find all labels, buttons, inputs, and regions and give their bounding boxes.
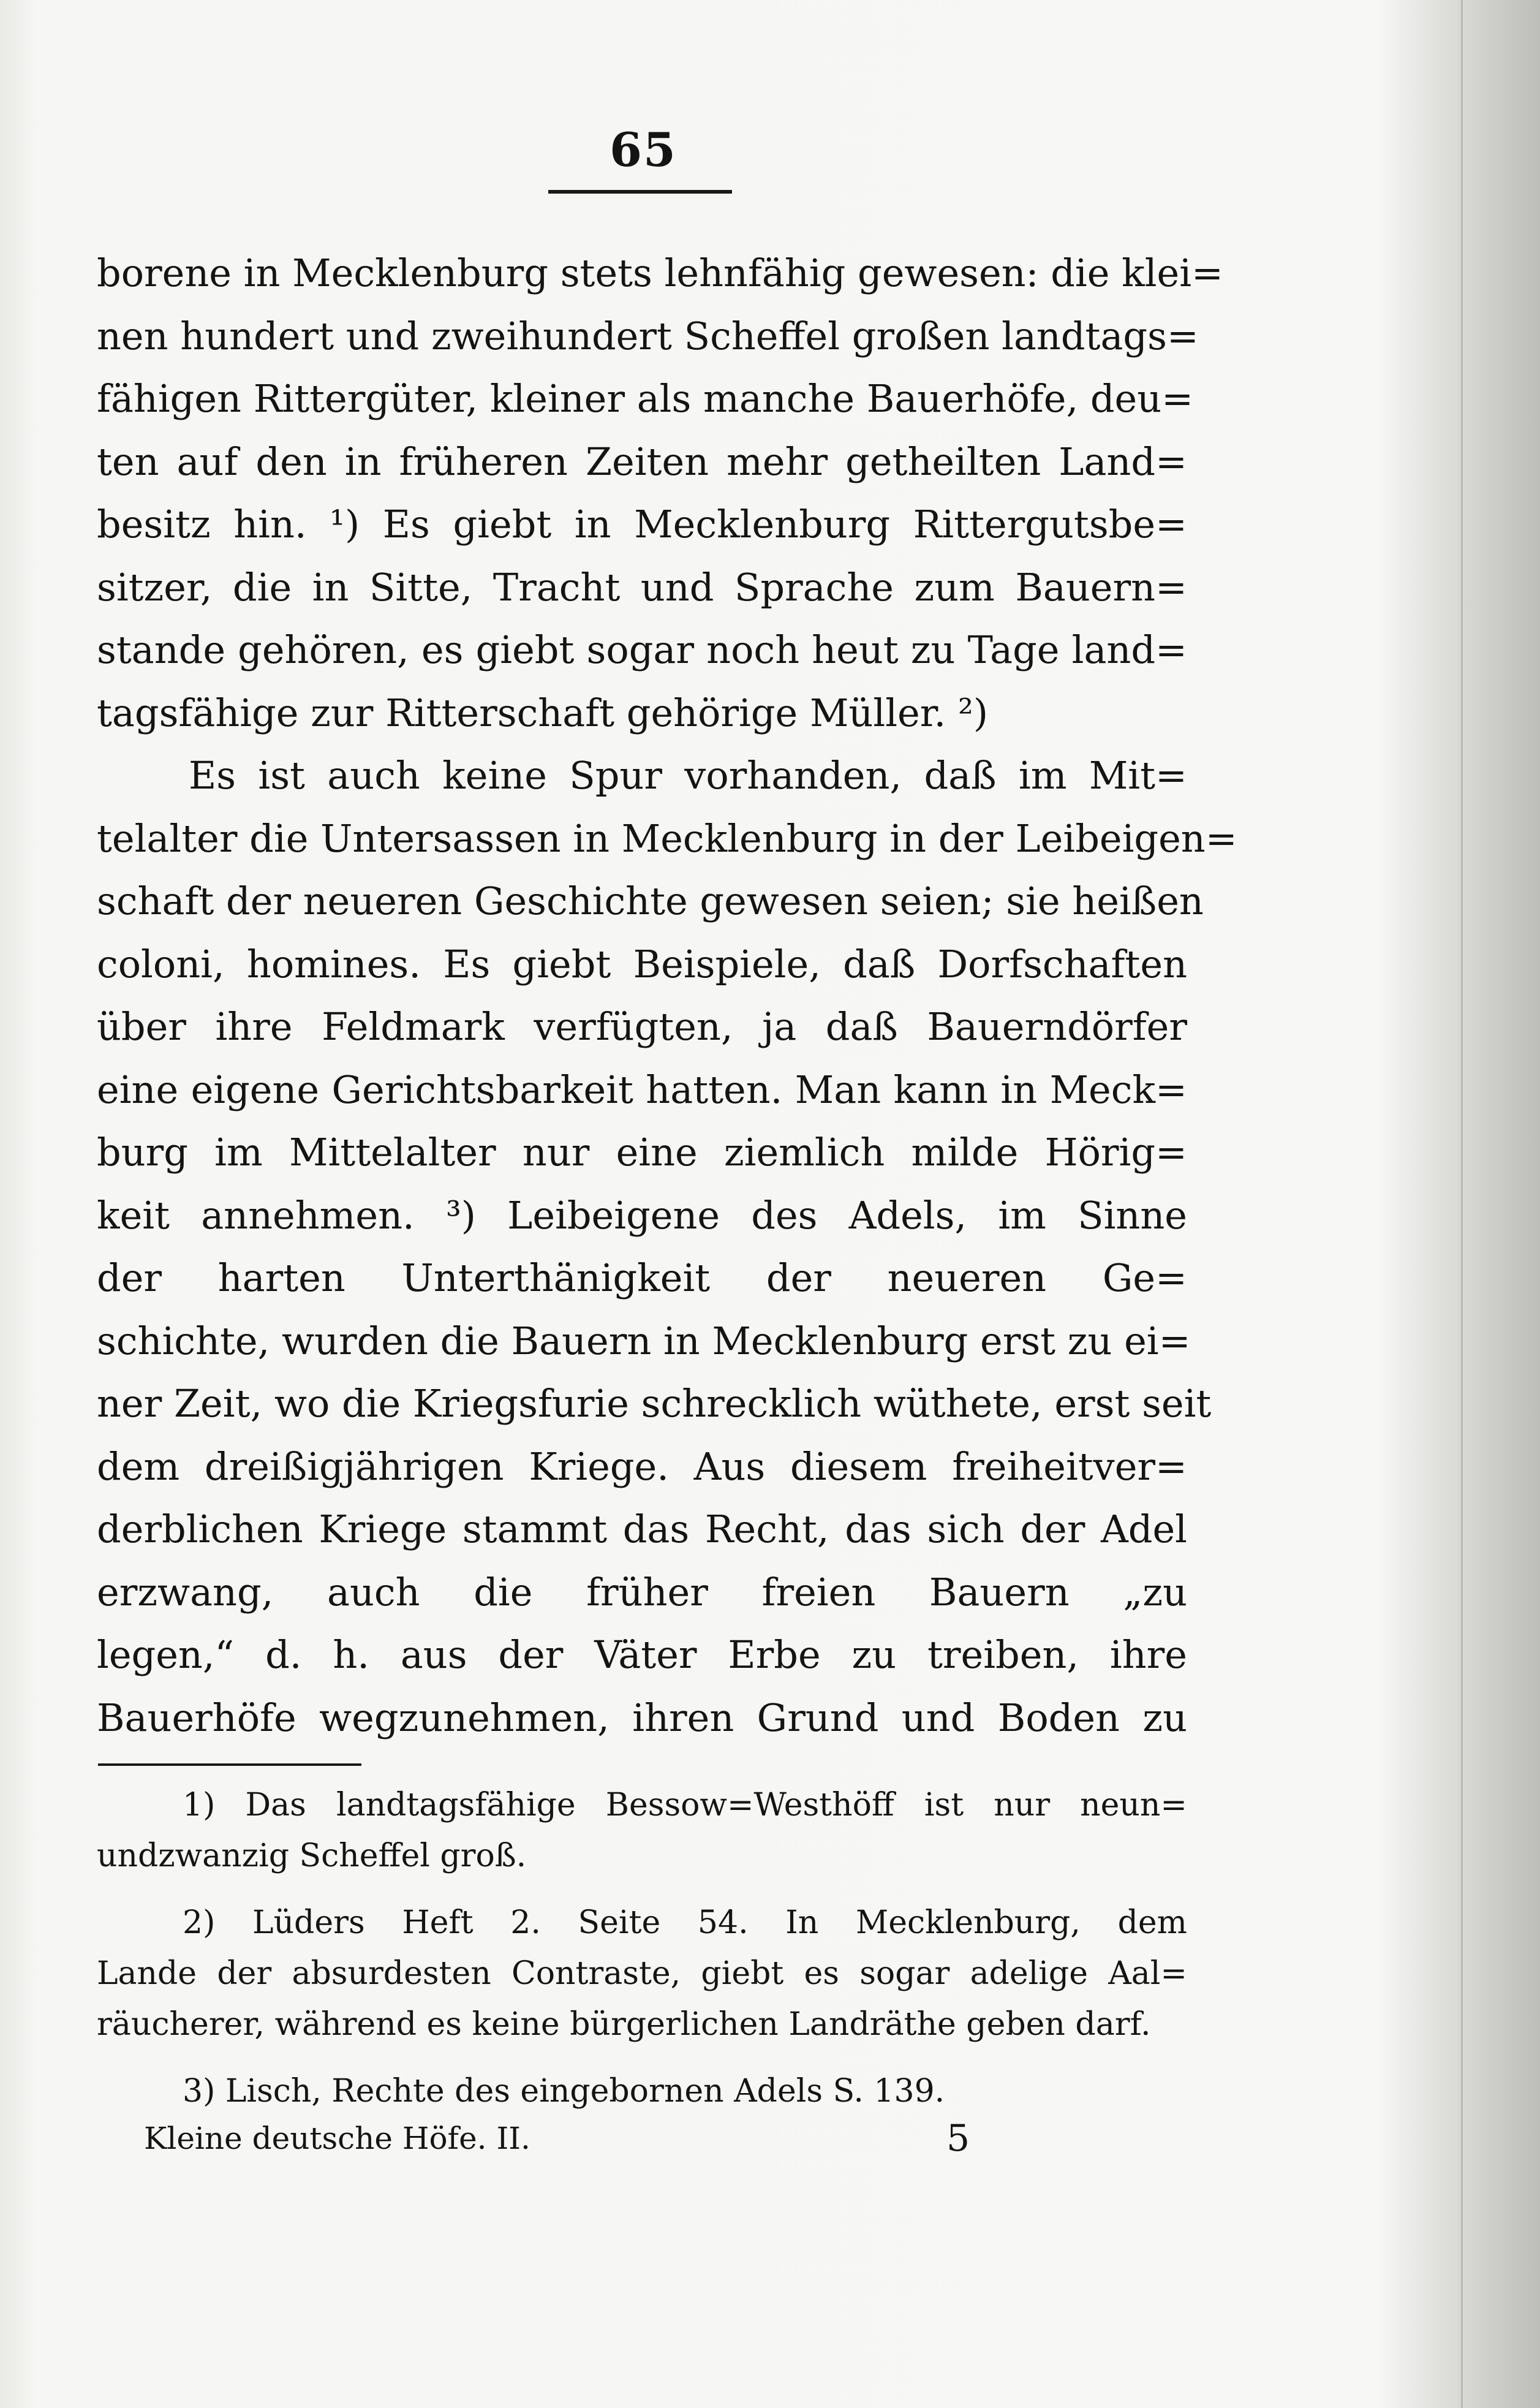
main-text bbox=[97, 242, 1237, 1749]
sheet-number: 5 bbox=[946, 2117, 970, 2160]
signature-line bbox=[144, 2111, 1185, 2166]
footnote-2-line-3: räucherer, während es keine bürgerlichen Landräthe geben darf. bbox=[97, 2006, 1151, 2043]
text-line: tagsfähige zur Ritterschaft gehörige Müller. ²) bbox=[97, 690, 989, 735]
footnote-1-line-2: undzwanzig Scheffel groß. bbox=[97, 1838, 527, 1874]
text-line: nen hundert und zweihundert Scheffel großen landtags= bbox=[97, 313, 1199, 358]
page-number-rule bbox=[548, 190, 732, 194]
text-line: borene in Mecklenburg stets lehnfähig gewesen: die klei= bbox=[97, 251, 1223, 295]
text-line: Es ist auch keine Spur vorhanden, daß im Mit= bbox=[189, 753, 1187, 798]
text-line: stande gehören, es giebt sogar noch heut zu Tage land= bbox=[97, 627, 1187, 672]
text-line: erzwang, auch die früher freien Bauern „zu bbox=[97, 1569, 1187, 1615]
page-number: 65 bbox=[610, 123, 677, 177]
footnote-3: 3) Lisch, Rechte des eingebornen Adels S. 139. bbox=[183, 2073, 945, 2110]
footnote-separator bbox=[98, 1763, 361, 1766]
text-line: schaft der neueren Geschichte gewesen seien; sie heißen bbox=[97, 879, 1204, 923]
binding-edge bbox=[1461, 0, 1463, 2408]
text-line: coloni, homines. Es giebt Beispiele, daß Dorfschaften bbox=[97, 941, 1187, 986]
text-line: telalter die Untersassen in Mecklenburg in der Leibeigen= bbox=[97, 816, 1237, 861]
text-line: schichte, wurden die Bauern in Mecklenburg erst zu ei= bbox=[97, 1318, 1191, 1363]
text-line: dem dreißigjährigen Kriege. Aus diesem freiheitver= bbox=[97, 1444, 1187, 1489]
footnote-2-line-2: Lande der absurdesten Contraste, giebt es sogar adelige Aal= bbox=[97, 1955, 1187, 1992]
text-line: Bauerhöfe wegzunehmen, ihren Grund und Boden zu bbox=[97, 1695, 1187, 1740]
footnote-1-line-1: 1) Das landtagsfähige Bessow=Westhöff ist nur neun= bbox=[183, 1787, 1187, 1823]
signature-title: Kleine deutsche Höfe. II. bbox=[144, 2121, 530, 2156]
text-line: derblichen Kriege stammt das Recht, das sich der Adel bbox=[97, 1507, 1187, 1551]
text-line: keit annehmen. ³) Leibeigene des Adels, im Sinne bbox=[97, 1192, 1187, 1238]
text-line: sitzer, die in Sitte, Tracht und Sprache zum Bauern= bbox=[97, 564, 1187, 610]
text-line: fähigen Rittergüter, kleiner als manche Bauerhöfe, deu= bbox=[97, 376, 1194, 421]
text-line: burg im Mittelalter nur eine ziemlich milde Hörig= bbox=[97, 1130, 1187, 1175]
text-line: der harten Unterthänigkeit der neueren Ge= bbox=[97, 1255, 1187, 1300]
text-line: über ihre Feldmark verfügten, ja daß Bauerndörfer bbox=[97, 1004, 1187, 1049]
text-line: legen,“ d. h. aus der Väter Erbe zu treiben, ihre bbox=[97, 1632, 1187, 1677]
footnote-2-line-1: 2) Lüders Heft 2. Seite 54. In Mecklenburg, dem bbox=[183, 1904, 1187, 1941]
text-line: ten auf den in früheren Zeiten mehr getheilten Land= bbox=[97, 439, 1187, 484]
text-line: ner Zeit, wo die Kriegsfurie schrecklich wüthete, erst seit bbox=[97, 1381, 1212, 1426]
text-line: besitz hin. ¹) Es giebt in Mecklenburg Rittergutsbe= bbox=[97, 502, 1187, 547]
text-line: eine eigene Gerichtsbarkeit hatten. Man kann in Meck= bbox=[97, 1067, 1187, 1112]
footnotes bbox=[97, 1780, 1187, 2117]
